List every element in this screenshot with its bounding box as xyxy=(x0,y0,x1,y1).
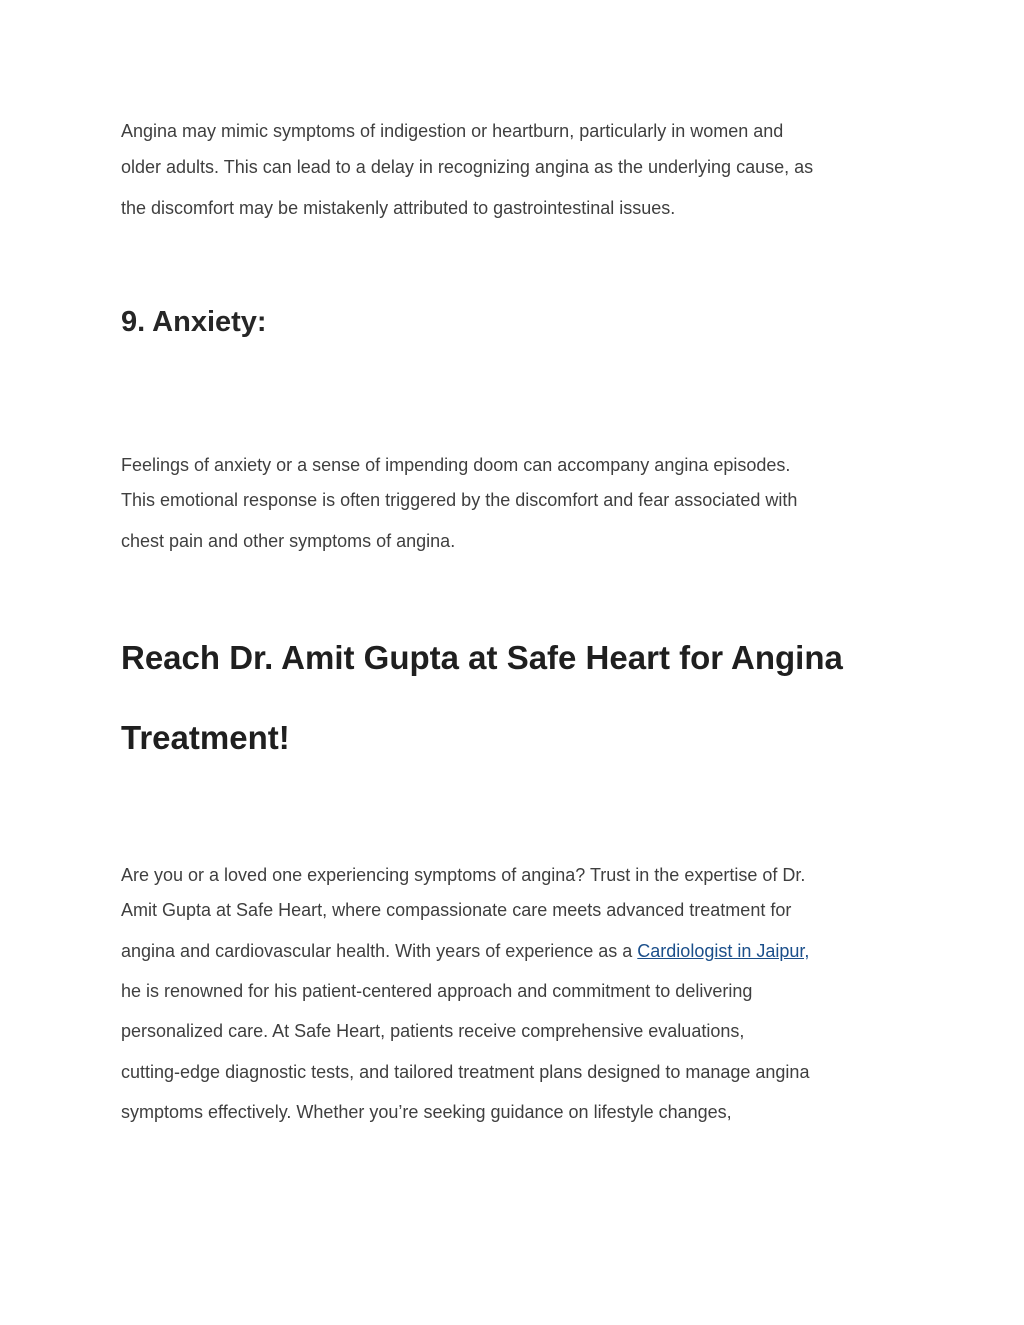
section-heading-anxiety: 9. Anxiety: xyxy=(121,306,267,338)
paragraph-line xyxy=(121,940,809,962)
paragraph-line: personalized care. At Safe Heart, patients receive comprehensive evaluations, xyxy=(121,1021,745,1041)
paragraph-line: Feelings of anxiety or a sense of impending doom can accompany angina episodes. xyxy=(121,455,791,475)
paragraph-line: cutting-edge diagnostic tests, and tailored treatment plans designed to manage angina xyxy=(121,1062,810,1082)
paragraph-line: chest pain and other symptoms of angina. xyxy=(121,531,456,551)
paragraph-line: older adults. This can lead to a delay in recognizing angina as the underlying cause, as xyxy=(121,157,814,177)
paragraph-text: angina and cardiovascular health. With years of experience as a xyxy=(121,941,638,961)
section-heading-reach-line-1: Reach Dr. Amit Gupta at Safe Heart for Angina xyxy=(121,639,843,676)
cardiologist-jaipur-link[interactable]: Cardiologist in Jaipur, xyxy=(637,941,810,961)
paragraph-line: Angina may mimic symptoms of indigestion or heartburn, particularly in women and xyxy=(121,121,784,141)
paragraph-line: the discomfort may be mistakenly attributed to gastrointestinal issues. xyxy=(121,198,676,218)
section-heading-reach-line-2: Treatment! xyxy=(121,719,290,756)
paragraph-line: This emotional response is often triggered by the discomfort and fear associated with xyxy=(121,490,798,510)
paragraph-reach xyxy=(121,864,901,1144)
paragraph-indigestion xyxy=(121,120,901,230)
paragraph-line: Are you or a loved one experiencing symptoms of angina? Trust in the expertise of Dr. xyxy=(121,865,806,885)
paragraph-line: he is renowned for his patient-centered approach and commitment to delivering xyxy=(121,981,753,1001)
paragraph-line: symptoms effectively. Whether you’re seeking guidance on lifestyle changes, xyxy=(121,1102,732,1122)
paragraph-anxiety xyxy=(121,454,901,564)
paragraph-line: Amit Gupta at Safe Heart, where compassionate care meets advanced treatment for xyxy=(121,900,792,920)
